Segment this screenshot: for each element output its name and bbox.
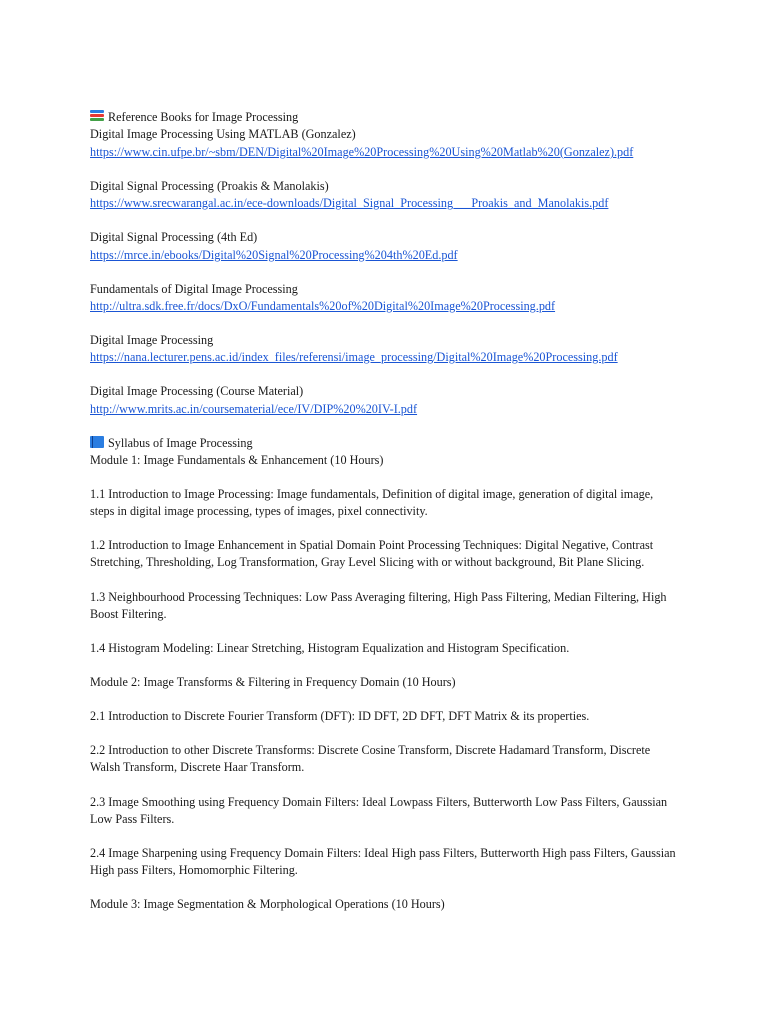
book-link-pens[interactable]: https://nana.lecturer.pens.ac.id/index_files/referensi/image_processing/Digital%20Image%20Processing.pdf <box>90 350 618 364</box>
syllabus-paragraph: 1.2 Introduction to Image Enhancement in Spatial Domain Point Processing Techniques: Digital Negative, Contrast Stretching, Thresholding, Log Transformation, Gray Level Slicing with or without background, Bit Plane Slicing. <box>90 538 654 569</box>
module-heading: Module 2: Image Transforms & Filtering in Frequency Domain (10 Hours) <box>90 675 456 689</box>
syllabus-paragraph: 2.2 Introduction to other Discrete Transforms: Discrete Cosine Transform, Discrete Hadamard Transform, Discrete Walsh Transform, Discrete Haar Transform. <box>90 743 651 774</box>
book-link-proakis[interactable]: https://www.srecwarangal.ac.in/ece-downloads/Digital_Signal_Processing___Proakis_and_Manolakis.pdf <box>90 196 609 210</box>
book-link-mrits[interactable]: http://www.mrits.ac.in/coursematerial/ece/IV/DIP%20%20IV-I.pdf <box>90 402 418 416</box>
book-link <box>90 247 458 264</box>
book-link <box>90 298 555 315</box>
book-title: Fundamentals of Digital Image Processing <box>90 282 298 296</box>
syllabus-heading-text: Syllabus of Image Processing <box>108 436 253 450</box>
book-link <box>90 349 618 366</box>
books-icon <box>90 110 104 122</box>
book-title: Digital Image Processing (Course Material) <box>90 384 304 398</box>
book-link <box>90 401 417 418</box>
syllabus-heading <box>90 435 253 452</box>
syllabus-paragraph: 2.3 Image Smoothing using Frequency Domain Filters: Ideal Lowpass Filters, Butterworth Low Pass Filters, Gaussian Low Pass Filters. <box>90 795 668 826</box>
reference-heading <box>90 109 298 126</box>
book-link <box>90 195 608 212</box>
book-title: Digital Signal Processing (Proakis & Manolakis) <box>90 179 329 193</box>
book-link-gonzalez[interactable]: https://www.cin.ufpe.br/~sbm/DEN/Digital%20Image%20Processing%20Using%20Matlab%20(Gonzalez).pdf <box>90 145 634 159</box>
syllabus-paragraph: 1.3 Neighbourhood Processing Techniques: Low Pass Averaging filtering, High Pass Filtering, Median Filtering, High Boost Filtering. <box>90 590 667 621</box>
syllabus-paragraph: 2.1 Introduction to Discrete Fourier Transform (DFT): ID DFT, 2D DFT, DFT Matrix & its properties. <box>90 709 590 723</box>
module-heading: Module 3: Image Segmentation & Morphological Operations (10 Hours) <box>90 897 445 911</box>
book-title: Digital Image Processing Using MATLAB (Gonzalez) <box>90 127 356 141</box>
book-title: Digital Signal Processing (4th Ed) <box>90 230 258 244</box>
book-link <box>90 144 633 161</box>
module-heading: Module 1: Image Fundamentals & Enhancement (10 Hours) <box>90 453 384 467</box>
syllabus-paragraph: 1.1 Introduction to Image Processing: Image fundamentals, Definition of digital image, generation of digital image, steps in digital image processing, types of images, pixel connectivity. <box>90 487 654 518</box>
syllabus-paragraph: 2.4 Image Sharpening using Frequency Domain Filters: Ideal High pass Filters, Butterworth High pass Filters, Gaussian High pass Filters, Homomorphic Filtering. <box>90 846 676 877</box>
book-title: Digital Image Processing <box>90 333 214 347</box>
syllabus-paragraph: 1.4 Histogram Modeling: Linear Stretching, Histogram Equalization and Histogram Specification. <box>90 641 570 655</box>
book-link-fundamentals[interactable]: http://ultra.sdk.free.fr/docs/DxO/Fundamentals%20of%20Digital%20Image%20Processing.pdf <box>90 299 556 313</box>
reference-heading-text: Reference Books for Image Processing <box>108 110 299 124</box>
book-link-dsp-4th[interactable]: https://mrce.in/ebooks/Digital%20Signal%20Processing%204th%20Ed.pdf <box>90 248 458 262</box>
book-icon <box>90 436 104 448</box>
